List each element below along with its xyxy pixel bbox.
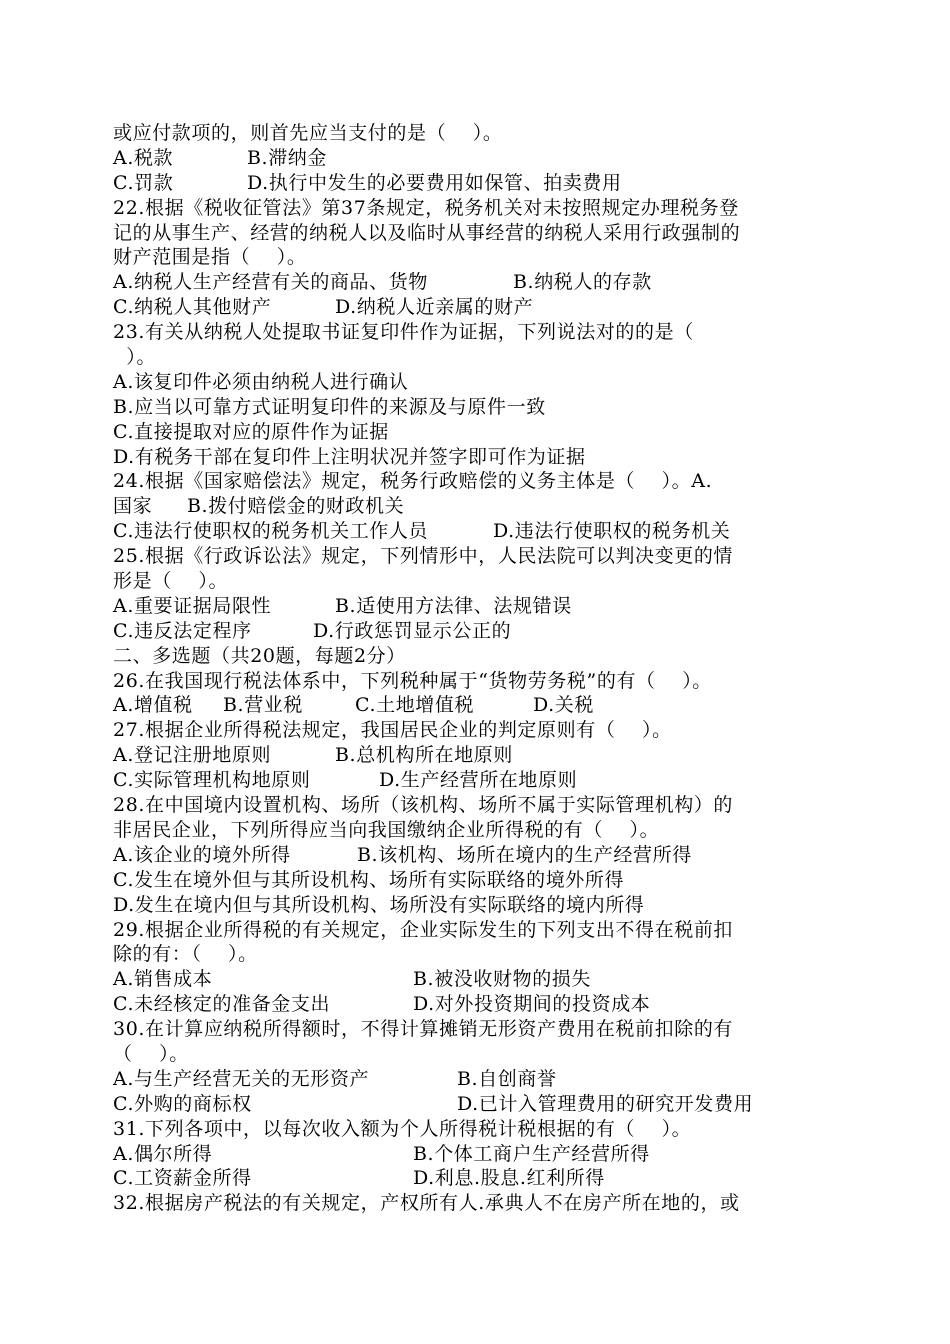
option-text: A.纳税人生产经营有关的商品、货物 xyxy=(113,271,428,294)
option-row xyxy=(113,1166,841,1191)
option-text: D.对外投资期间的投资成本 xyxy=(413,993,651,1016)
option-text: A.与生产经营无关的无形资产 xyxy=(113,1067,370,1090)
option-row xyxy=(113,743,841,768)
option-text: D.已计入管理费用的研究开发费用 xyxy=(457,1092,754,1115)
text-line: C.直接提取对应的原件作为证据 xyxy=(113,420,389,443)
option-text: C.罚款 xyxy=(113,171,174,194)
option-text: A.税款 xyxy=(113,146,174,169)
option-text: C.土地增值税 xyxy=(355,694,475,717)
option-row xyxy=(113,693,841,718)
option-text: B.适使用方法律、法规错误 xyxy=(335,594,572,617)
text-line: D.有税务干部在复印件上注明状况并签字即可作为证据 xyxy=(113,445,586,468)
option-row xyxy=(113,992,841,1017)
text-line: 23.有关从纳税人处提取书证复印件作为证据，下列说法对的的是（ xyxy=(113,321,694,344)
option-text: D.执行中发生的必要费用如保管、拍卖费用 xyxy=(247,171,622,194)
text-line: 二、多选题（共20题，每题2分） xyxy=(113,644,406,667)
option-row xyxy=(113,1142,841,1167)
option-text: A.该企业的境外所得 xyxy=(113,843,291,866)
option-text: B.营业税 xyxy=(223,694,304,717)
text-line: 29.根据企业所得税的有关规定，企业实际发生的下列支出不得在税前扣 xyxy=(113,918,734,941)
text-line: 26.在我国现行税法体系中，下列税种属于“货物劳务税”的有（ ）。 xyxy=(113,669,712,692)
option-text: A.销售成本 xyxy=(113,968,213,991)
option-row xyxy=(113,967,841,992)
option-row xyxy=(113,594,841,619)
text-line: 28.在中国境内设置机构、场所（该机构、场所不属于实际管理机构）的 xyxy=(113,794,734,817)
text-line: 30.在计算应纳税所得额时，不得计算摊销无形资产费用在税前扣除的有 xyxy=(113,1018,734,1041)
option-text: 国家 xyxy=(113,495,153,518)
option-text: A.偶尔所得 xyxy=(113,1142,213,1165)
text-line: 24.根据《国家赔偿法》规定，税务行政赔偿的义务主体是（ ）。A. xyxy=(113,470,713,493)
option-text: C.实际管理机构地原则 xyxy=(113,769,311,792)
option-row xyxy=(113,146,841,171)
option-row xyxy=(113,519,841,544)
option-text: B.自创商誉 xyxy=(457,1067,557,1090)
option-text: B.被没收财物的损失 xyxy=(413,968,592,991)
text-line: 22.根据《税收征管法》第37条规定，税务机关对未按照规定办理税务登 xyxy=(113,196,739,219)
option-text: A.重要证据局限性 xyxy=(113,594,272,617)
document-body xyxy=(113,121,841,1216)
option-text: D.利息.股息.红利所得 xyxy=(413,1167,605,1190)
option-text: B.滞纳金 xyxy=(247,146,328,169)
text-line: （ ）。 xyxy=(113,1042,189,1065)
text-line: ）。 xyxy=(113,346,156,369)
text-line: 或应付款项的，则首先应当支付的是（ ）。 xyxy=(113,122,503,144)
text-line: 31.下列各项中，以每次收入额为个人所得税计税根据的有（ ）。 xyxy=(113,1117,692,1140)
option-row xyxy=(113,768,841,793)
text-line: 记的从事生产、经营的纳税人以及临时从事经营的纳税人采用行政强制的 xyxy=(113,221,741,244)
text-line: 非居民企业，下列所得应当向我国缴纳企业所得税的有（ ）。 xyxy=(113,818,660,841)
text-line: 27.根据企业所得税法规定，我国居民企业的判定原则有（ ）。 xyxy=(113,719,672,742)
text-line: B.应当以可靠方式证明复印件的来源及与原件一致 xyxy=(113,395,546,418)
option-text: D.纳税人近亲属的财产 xyxy=(335,296,534,319)
option-text: B.总机构所在地原则 xyxy=(335,744,514,767)
text-line: 财产范围是指（ ）。 xyxy=(113,246,307,269)
option-row xyxy=(113,1092,841,1117)
option-text: C.未经核定的准备金支出 xyxy=(113,993,331,1016)
text-line: 25.根据《行政诉讼法》规定，下列情形中，人民法院可以判决变更的情 xyxy=(113,545,734,568)
text-line: A.该复印件必须由纳税人进行确认 xyxy=(113,370,409,393)
option-text: B.拨付赔偿金的财政机关 xyxy=(187,495,405,518)
option-row xyxy=(113,171,841,196)
text-line: D.发生在境内但与其所设机构、场所没有实际联络的境内所得 xyxy=(113,893,645,916)
text-line: 32.根据房产税法的有关规定，产权所有人.承典人不在房产所在地的，或 xyxy=(113,1192,740,1215)
option-text: B.该机构、场所在境内的生产经营所得 xyxy=(357,843,692,866)
option-row xyxy=(113,270,841,295)
option-text: D.违法行使职权的税务机关 xyxy=(493,520,731,543)
option-text: B.纳税人的存款 xyxy=(513,271,652,294)
option-row xyxy=(113,1067,841,1092)
option-text: C.违法行使职权的税务机关工作人员 xyxy=(113,520,429,543)
option-text: D.生产经营所在地原则 xyxy=(379,769,578,792)
text-line: C.发生在境外但与其所设机构、场所有实际联络的境外所得 xyxy=(113,868,625,891)
option-text: C.违反法定程序 xyxy=(113,619,252,642)
option-row xyxy=(113,295,841,320)
text-line: 形是（ ）。 xyxy=(113,570,229,593)
option-text: C.外购的商标权 xyxy=(113,1092,252,1115)
text-line: 除的有：（ ）。 xyxy=(113,943,258,966)
option-row xyxy=(113,494,841,519)
option-text: A.登记注册地原则 xyxy=(113,744,272,767)
option-text: C.纳税人其他财产 xyxy=(113,296,272,319)
option-text: D.关税 xyxy=(533,694,594,717)
option-text: B.个体工商户生产经营所得 xyxy=(413,1142,650,1165)
option-row xyxy=(113,619,841,644)
option-text: C.工资薪金所得 xyxy=(113,1167,252,1190)
option-text: A.增值税 xyxy=(113,694,193,717)
option-row xyxy=(113,843,841,868)
option-text: D.行政惩罚显示公正的 xyxy=(313,619,512,642)
